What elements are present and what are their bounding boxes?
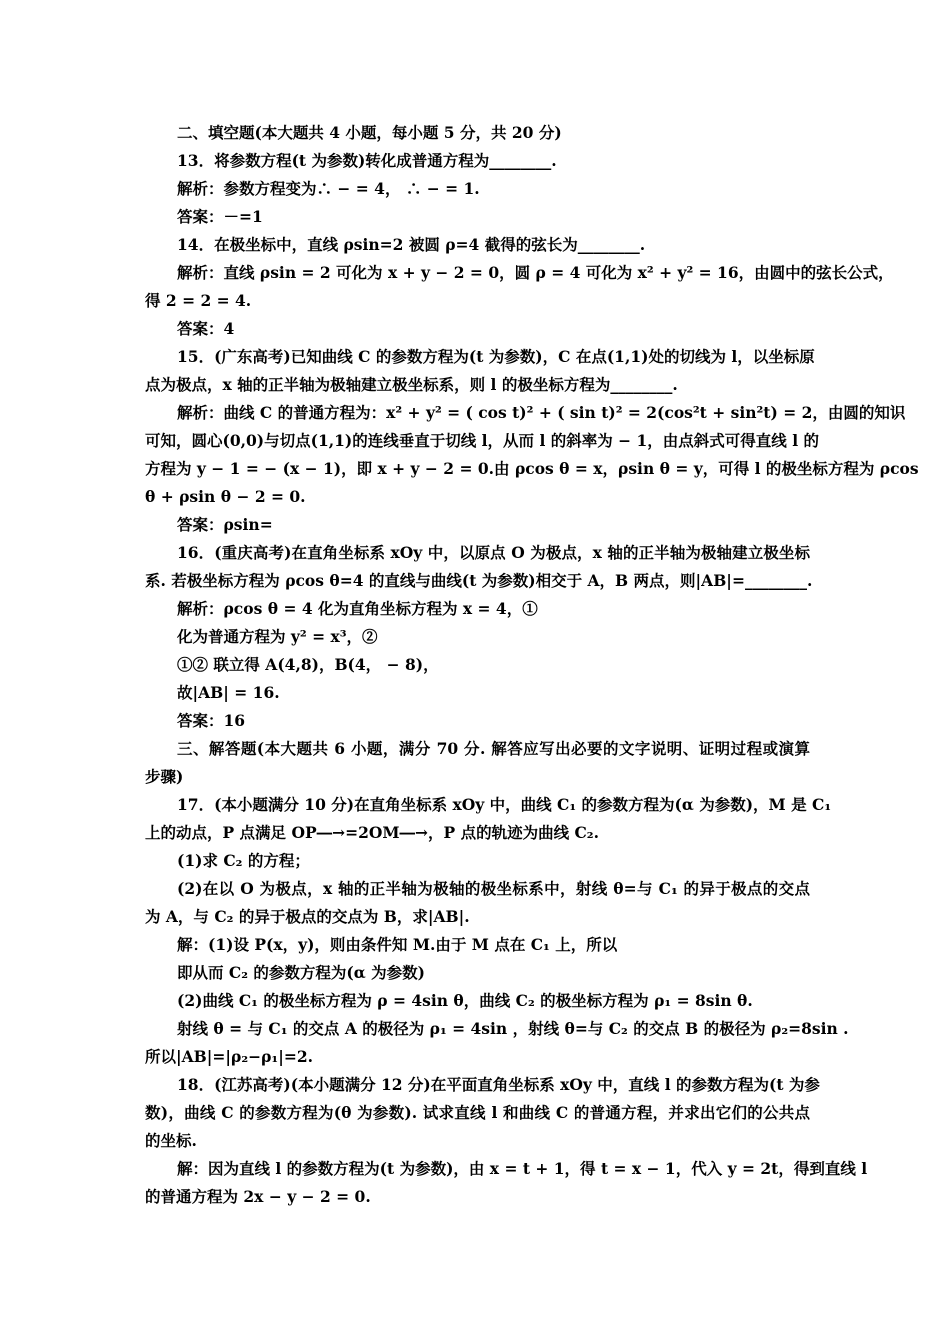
analysis-16-line-3: ①② 联立得 A(4,8)，B(4， − 8)，	[177, 655, 439, 674]
solution-18-line-1: 解：因为直线 l 的参数方程为(t 为参数)，由 x = t + 1，得 t = x − 1，代入 y = 2t，得到直线 l	[177, 1159, 868, 1178]
section-heading-fill-in: 二、填空题(本大题共 4 小题，每小题 5 分，共 20 分)	[177, 123, 562, 142]
answer-13: 答案：－=1	[177, 207, 263, 226]
solution-17-line-2: 即从而 C₂ 的参数方程为(α 为参数)	[177, 963, 425, 982]
question-17-line-1: 17．(本小题满分 10 分)在直角坐标系 xOy 中，曲线 C₁ 的参数方程为(α 为参数)，M 是 C₁	[177, 795, 832, 814]
solution-17-line-5: 所以|AB|=|ρ₂−ρ₁|=2.	[145, 1047, 314, 1066]
analysis-14-line-2: 得 2 = 2 = 4.	[145, 291, 252, 310]
question-15-line-1: 15．(广东高考)已知曲线 C 的参数方程为(t 为参数)，C 在点(1,1)处的切线为 l，以坐标原	[177, 347, 815, 366]
question-18-line-1: 18．(江苏高考)(本小题满分 12 分)在平面直角坐标系 xOy 中，直线 l 的参数方程为(t 为参	[177, 1075, 820, 1094]
question-16-line-2: 系. 若极坐标方程为 ρcos θ=4 的直线与曲线(t 为参数)相交于 A，B 两点，则|AB|=________.	[145, 571, 813, 590]
analysis-16-line-2: 化为普通方程为 y² = x³，②	[177, 627, 378, 646]
answer-16: 答案：16	[177, 711, 246, 730]
question-17-line-2: 上的动点，P 点满足 OP―→=2OM―→，P 点的轨迹为曲线 C₂.	[145, 823, 599, 842]
question-13: 13．将参数方程(t 为参数)转化成普通方程为________.	[177, 151, 557, 170]
section-heading-solve-line-2: 步骤)	[145, 767, 184, 786]
question-14: 14．在极坐标中，直线 ρsin=2 被圆 ρ=4 截得的弦长为________.	[177, 235, 646, 254]
answer-15: 答案：ρsin=	[177, 515, 273, 534]
question-18-line-3: 的坐标.	[145, 1131, 197, 1150]
question-18-line-2: 数)，曲线 C 的参数方程为(θ 为参数). 试求直线 l 和曲线 C 的普通方程，并求出它们的公共点	[145, 1103, 810, 1122]
question-17-part-2-line-1: (2)在以 O 为极点，x 轴的正半轴为极轴的极坐标系中，射线 θ=与 C₁ 的异于极点的交点	[177, 879, 810, 898]
solution-18-line-2: 的普通方程为 2x − y − 2 = 0.	[145, 1187, 371, 1206]
solution-17-line-4: 射线 θ = 与 C₁ 的交点 A 的极径为 ρ₁ = 4sin ，射线 θ=与 C₂ 的交点 B 的极径为 ρ₂=8sin .	[177, 1019, 849, 1038]
section-heading-solve-line-1: 三、解答题(本大题共 6 小题，满分 70 分. 解答应写出必要的文字说明、证明过程或演算	[177, 739, 810, 758]
analysis-15-line-4: θ + ρsin θ − 2 = 0.	[145, 487, 306, 506]
analysis-14-line-1: 解析：直线 ρsin = 2 可化为 x + y − 2 = 0，圆 ρ = 4 可化为 x² + y² = 16，由圆中的弦长公式，	[177, 263, 894, 282]
analysis-16-line-1: 解析：ρcos θ = 4 化为直角坐标方程为 x = 4，①	[177, 599, 538, 618]
analysis-16-line-4: 故|AB| = 16.	[177, 683, 280, 702]
solution-17-line-1: 解：(1)设 P(x，y)，则由条件知 M.由于 M 点在 C₁ 上，所以	[177, 935, 618, 954]
analysis-13: 解析：参数方程变为∴ − = 4， ∴ − = 1.	[177, 179, 480, 198]
question-16-line-1: 16．(重庆高考)在直角坐标系 xOy 中，以原点 O 为极点，x 轴的正半轴为极轴建立极坐标	[177, 543, 810, 562]
analysis-15-line-3: 方程为 y − 1 = − (x − 1)，即 x + y − 2 = 0.由 ρcos θ = x，ρsin θ = y，可得 l 的极坐标方程为 ρcos	[145, 459, 919, 478]
analysis-15-line-2: 可知，圆心(0,0)与切点(1,1)的连线垂直于切线 l，从而 l 的斜率为 − 1，由点斜式可得直线 l 的	[145, 431, 819, 450]
answer-14: 答案：4	[177, 319, 235, 338]
analysis-15-line-1: 解析：曲线 C 的普通方程为：x² + y² = ( cos t)² + ( sin t)² = 2(cos²t + sin²t) = 2，由圆的知识	[177, 403, 906, 422]
solution-17-line-3: (2)曲线 C₁ 的极坐标方程为 ρ = 4sin θ，曲线 C₂ 的极坐标方程为 ρ₁ = 8sin θ.	[177, 991, 753, 1010]
question-17-part-2-line-2: 为 A，与 C₂ 的异于极点的交点为 B，求|AB|.	[145, 907, 470, 926]
question-17-part-1: (1)求 C₂ 的方程；	[177, 851, 310, 870]
question-15-line-2: 点为极点，x 轴的正半轴为极轴建立极坐标系，则 l 的极坐标方程为________.	[145, 375, 678, 394]
